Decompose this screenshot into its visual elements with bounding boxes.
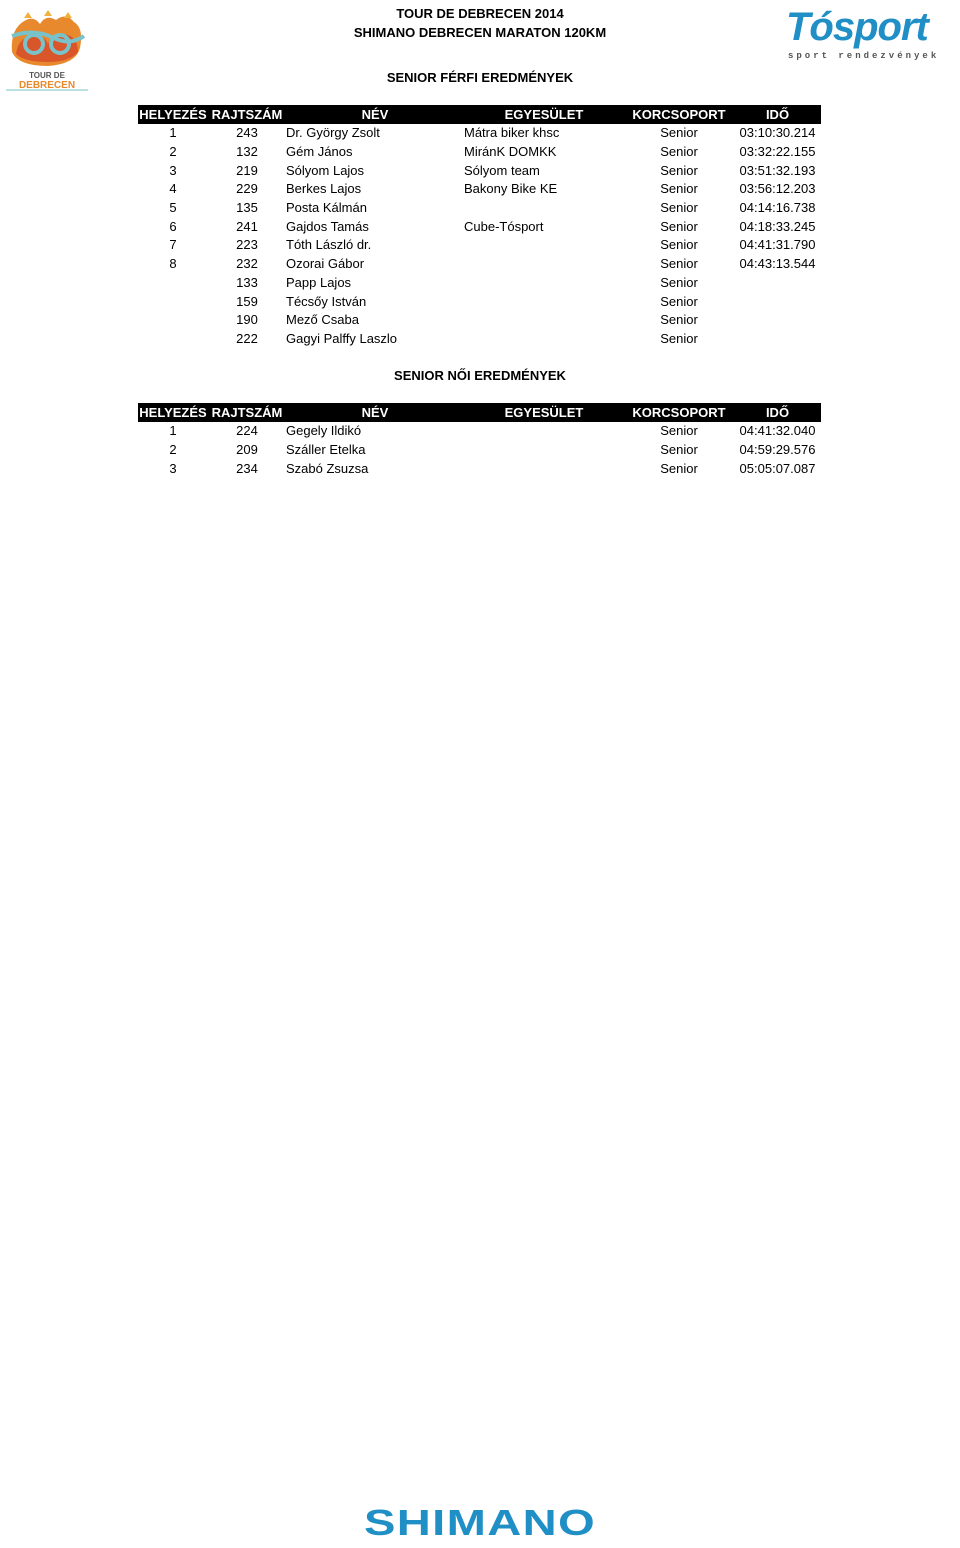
- cell-time: 05:05:07.087: [739, 460, 816, 476]
- cell-place: 2: [169, 144, 177, 160]
- cell-category: Senior: [660, 200, 698, 216]
- cell-time: 04:41:31.790: [739, 237, 816, 253]
- cell-time: [734, 274, 821, 293]
- cell-name: Gagyi Palffy Laszlo: [286, 330, 398, 346]
- cell-place: 5: [169, 200, 177, 216]
- cell-place: 8: [169, 256, 177, 272]
- cell-category: Senior: [660, 274, 698, 290]
- table-row: [138, 180, 821, 199]
- cell-bib: 209: [236, 442, 258, 458]
- cell-time: [734, 292, 821, 311]
- cell-bib: 223: [236, 237, 258, 253]
- table-row: [138, 422, 821, 441]
- cell-time: 04:18:33.245: [739, 218, 816, 234]
- cell-bib: 234: [236, 460, 258, 476]
- cell-name: Técsőy István: [286, 293, 367, 309]
- cell-category: Senior: [660, 423, 698, 439]
- cell-bib: 243: [236, 125, 258, 141]
- cell-bib: 224: [236, 423, 258, 439]
- logo-text-top: TOUR DE: [29, 71, 65, 80]
- cell-category: Senior: [660, 256, 698, 272]
- cell-place: 2: [169, 442, 177, 458]
- cell-name: Ozorai Gábor: [286, 256, 365, 272]
- cell-place: 1: [169, 423, 177, 439]
- cell-name: Papp Lajos: [286, 274, 352, 290]
- cell-category: Senior: [660, 125, 698, 141]
- section-title-women: SENIOR NŐI EREDMÉNYEK: [394, 368, 566, 383]
- cell-time: 04:14:16.738: [739, 200, 816, 216]
- cell-name: Szabó Zsuzsa: [286, 460, 369, 476]
- cell-category: Senior: [660, 144, 698, 160]
- cell-place: [138, 330, 208, 349]
- column-header-category: KORCSOPORT: [632, 405, 726, 420]
- cell-category: Senior: [660, 312, 698, 328]
- table-row: [138, 274, 821, 293]
- document-subtitle: SHIMANO DEBRECEN MARATON 120KM: [353, 25, 607, 40]
- cell-club: [464, 441, 624, 460]
- column-header-time: IDŐ: [765, 405, 790, 420]
- cell-name: Dr. György Zsolt: [286, 125, 380, 141]
- cell-bib: 159: [236, 293, 258, 309]
- cell-time: 03:56:12.203: [739, 181, 816, 197]
- cell-category: Senior: [660, 330, 698, 346]
- cell-time: 04:41:32.040: [739, 423, 816, 439]
- table-row: [138, 330, 821, 349]
- cell-club: [464, 330, 624, 349]
- table-row: [138, 124, 821, 143]
- column-header-club: EGYESÜLET: [504, 107, 584, 122]
- cell-bib: 219: [236, 162, 258, 178]
- cell-place: 4: [169, 181, 177, 197]
- cell-bib: 222: [236, 330, 258, 346]
- cell-place: [138, 292, 208, 311]
- table-row: [138, 441, 821, 460]
- cell-time: 04:59:29.576: [739, 442, 816, 458]
- cell-place: 3: [169, 460, 177, 476]
- table-header-row: [138, 105, 821, 124]
- cell-place: 3: [169, 162, 177, 178]
- cell-club: Bakony Bike KE: [464, 181, 558, 197]
- cell-time: 03:32:22.155: [739, 144, 816, 160]
- shimano-logo-text: SHIMANO: [364, 1504, 596, 1540]
- cell-time: 03:10:30.214: [739, 125, 816, 141]
- cell-bib: 133: [236, 274, 258, 290]
- column-header-time: IDŐ: [765, 107, 790, 122]
- table-row: [138, 161, 821, 180]
- document-title: TOUR DE DEBRECEN 2014: [396, 6, 564, 21]
- table-row: [138, 143, 821, 162]
- cell-club: [464, 236, 624, 255]
- cell-name: Sólyom Lajos: [286, 162, 365, 178]
- cell-category: Senior: [660, 293, 698, 309]
- cell-bib: 241: [236, 218, 258, 234]
- cell-club: [464, 311, 624, 330]
- cell-club: [464, 274, 624, 293]
- column-header-bib: RAJTSZÁM: [211, 405, 283, 420]
- cell-name: Gém János: [286, 144, 353, 160]
- cell-club: [464, 459, 624, 478]
- results-table-men: [138, 105, 821, 348]
- table-row: [138, 217, 821, 236]
- cell-club: MiránK DOMKK: [464, 144, 557, 160]
- tosport-logo-text: Tósport: [786, 5, 928, 49]
- cell-club: Cube-Tósport: [464, 218, 544, 234]
- cell-club: [464, 422, 624, 441]
- cell-category: Senior: [660, 460, 698, 476]
- cell-bib: 135: [236, 200, 258, 216]
- column-header-name: NÉV: [361, 107, 389, 122]
- table-header-row: [138, 403, 821, 422]
- cell-place: 7: [169, 237, 177, 253]
- cell-bib: 132: [236, 144, 258, 160]
- column-header-club: EGYESÜLET: [504, 405, 584, 420]
- cell-category: Senior: [660, 162, 698, 178]
- cell-name: Száller Etelka: [286, 442, 366, 458]
- cell-time: [734, 330, 821, 349]
- cell-category: Senior: [660, 218, 698, 234]
- shimano-logo: [362, 1504, 598, 1540]
- section-title-men: SENIOR FÉRFI EREDMÉNYEK: [386, 70, 574, 85]
- cell-club: [464, 255, 624, 274]
- cell-name: Tóth László dr.: [286, 237, 372, 253]
- cell-category: Senior: [660, 181, 698, 197]
- cell-time: 04:43:13.544: [739, 256, 816, 272]
- column-header-name: NÉV: [361, 405, 389, 420]
- cell-category: Senior: [660, 237, 698, 253]
- cell-place: [138, 274, 208, 293]
- column-header-place: HELYEZÉS: [139, 107, 207, 122]
- cell-place: 6: [169, 218, 177, 234]
- cell-name: Mező Csaba: [286, 312, 359, 328]
- column-header-category: KORCSOPORT: [632, 107, 726, 122]
- cell-club: [464, 292, 624, 311]
- column-header-place: HELYEZÉS: [139, 405, 207, 420]
- table-row: [138, 292, 821, 311]
- cell-club: Mátra biker khsc: [464, 125, 560, 141]
- cell-bib: 190: [236, 312, 258, 328]
- cell-place: [138, 311, 208, 330]
- table-row: [138, 199, 821, 218]
- table-row: [138, 459, 821, 478]
- table-row: [138, 236, 821, 255]
- cell-name: Gegely Ildikó: [286, 423, 362, 439]
- table-row: [138, 311, 821, 330]
- cell-time: 03:51:32.193: [739, 162, 816, 178]
- results-table-women: [138, 403, 821, 478]
- cell-bib: 229: [236, 181, 258, 197]
- cell-bib: 232: [236, 256, 258, 272]
- cell-name: Berkes Lajos: [286, 181, 362, 197]
- cell-category: Senior: [660, 442, 698, 458]
- cell-place: 1: [169, 125, 177, 141]
- logo-text-bottom: DEBRECEN: [18, 80, 76, 91]
- cell-name: Gajdos Tamás: [286, 218, 369, 234]
- cell-club: Sólyom team: [464, 162, 540, 178]
- cell-time: [734, 311, 821, 330]
- cell-club: [464, 199, 624, 218]
- table-row: [138, 255, 821, 274]
- column-header-bib: RAJTSZÁM: [211, 107, 283, 122]
- tosport-logo-subtext: sport rendezvények: [788, 51, 940, 61]
- cell-name: Posta Kálmán: [286, 200, 367, 216]
